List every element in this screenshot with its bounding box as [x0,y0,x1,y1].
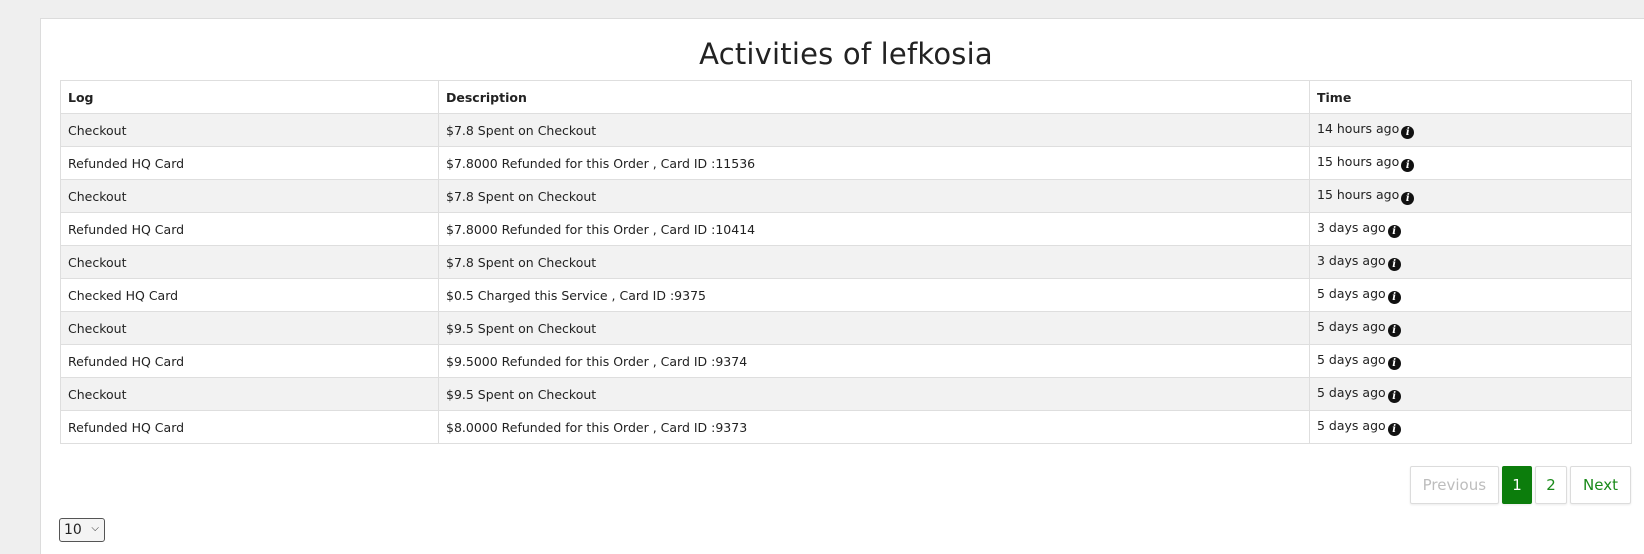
cell-time [1310,180,1632,213]
table-row [61,213,1632,246]
cell-log: Refunded HQ Card [61,147,439,180]
cell-log: Checkout [61,246,439,279]
time-text: 5 days ago [1317,319,1386,334]
column-header-time[interactable]: Time [1310,81,1632,114]
page-size-select[interactable] [59,518,105,542]
table-row [61,378,1632,411]
cell-description: $7.8000 Refunded for this Order , Card ID :11536 [439,147,1310,180]
cell-time [1310,213,1632,246]
pagination [1407,466,1631,504]
time-text: 5 days ago [1317,286,1386,301]
table-body [61,114,1632,444]
cell-time [1310,312,1632,345]
cell-log: Refunded HQ Card [61,345,439,378]
cell-description: $7.8 Spent on Checkout [439,114,1310,147]
cell-time [1310,246,1632,279]
time-text: 5 days ago [1317,418,1386,433]
cell-description: $9.5 Spent on Checkout [439,378,1310,411]
table-row [61,147,1632,180]
info-icon[interactable]: i [1401,126,1414,139]
next-page-button[interactable]: Next [1570,466,1631,504]
cell-description: $0.5 Charged this Service , Card ID :9375 [439,279,1310,312]
table-row [61,312,1632,345]
previous-page-button[interactable]: Previous [1410,466,1499,504]
cell-log: Refunded HQ Card [61,411,439,444]
page-2-button[interactable]: 2 [1535,466,1567,504]
cell-description: $8.0000 Refunded for this Order , Card ID :9373 [439,411,1310,444]
cell-time [1310,378,1632,411]
chevron-down-icon: ⌵ [91,523,99,534]
info-icon[interactable]: i [1388,423,1401,436]
cell-log: Checkout [61,312,439,345]
cell-time [1310,114,1632,147]
column-header-log[interactable]: Log [61,81,439,114]
info-icon[interactable]: i [1388,390,1401,403]
info-icon[interactable]: i [1388,258,1401,271]
info-icon[interactable]: i [1388,225,1401,238]
table-row [61,180,1632,213]
info-icon[interactable]: i [1388,357,1401,370]
page-title: Activities of lefkosia [699,37,993,71]
table-header-row [61,81,1632,114]
activities-card [40,18,1644,554]
cell-log: Checkout [61,180,439,213]
time-text: 14 hours ago [1317,121,1400,136]
table-row [61,114,1632,147]
cell-log: Checkout [61,378,439,411]
time-text: 15 hours ago [1317,154,1400,169]
cell-description: $7.8000 Refunded for this Order , Card ID :10414 [439,213,1310,246]
time-text: 3 days ago [1317,220,1386,235]
cell-log: Refunded HQ Card [61,213,439,246]
activities-table [60,80,1632,444]
table-row [61,411,1632,444]
info-icon[interactable]: i [1401,192,1414,205]
page-size-value: 10 [64,522,82,538]
table-row [61,279,1632,312]
info-icon[interactable]: i [1388,324,1401,337]
time-text: 3 days ago [1317,253,1386,268]
cell-description: $9.5000 Refunded for this Order , Card ID :9374 [439,345,1310,378]
cell-description: $7.8 Spent on Checkout [439,180,1310,213]
time-text: 5 days ago [1317,352,1386,367]
cell-description: $7.8 Spent on Checkout [439,246,1310,279]
cell-time [1310,345,1632,378]
time-text: 5 days ago [1317,385,1386,400]
cell-log: Checkout [61,114,439,147]
column-header-description[interactable]: Description [439,81,1310,114]
cell-log: Checked HQ Card [61,279,439,312]
cell-description: $9.5 Spent on Checkout [439,312,1310,345]
table-row [61,345,1632,378]
info-icon[interactable]: i [1388,291,1401,304]
info-icon[interactable]: i [1401,159,1414,172]
cell-time [1310,411,1632,444]
cell-time [1310,147,1632,180]
cell-time [1310,279,1632,312]
time-text: 15 hours ago [1317,187,1400,202]
table-row [61,246,1632,279]
page-1-button[interactable]: 1 [1502,466,1532,504]
